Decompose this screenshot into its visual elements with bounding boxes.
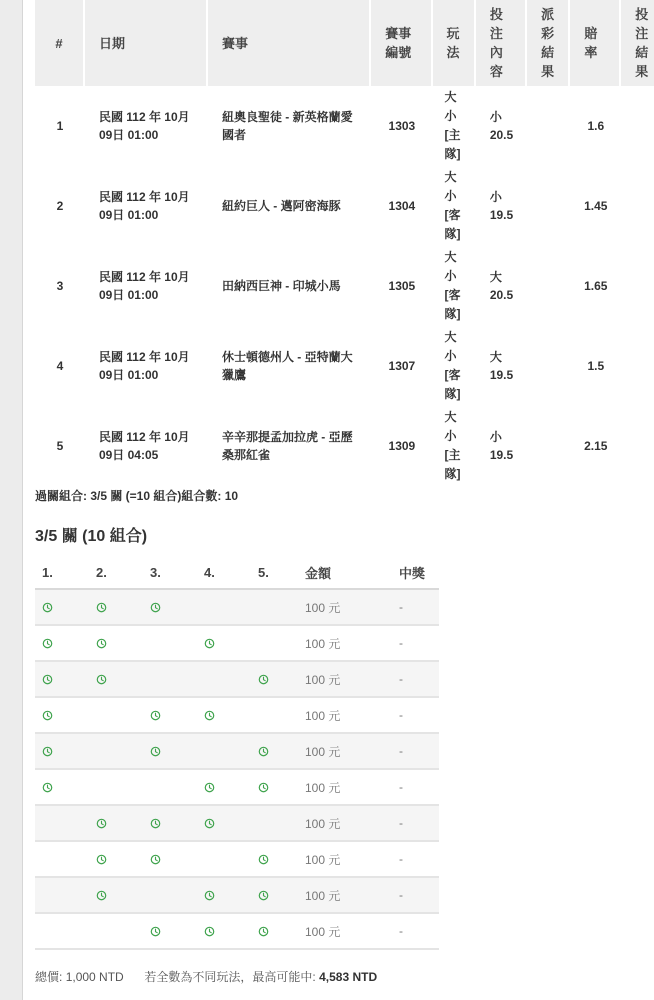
bet-odds: 1.6 — [587, 119, 605, 133]
combo-leg-4 — [197, 625, 251, 661]
combo-amount: 100 元 — [305, 913, 399, 949]
combo-leg-5 — [251, 841, 305, 877]
combo-leg-3 — [143, 589, 197, 625]
bet-content: 大 19.5 — [489, 350, 514, 382]
bet-index: 3 — [56, 279, 64, 293]
combo-win: - — [399, 661, 439, 697]
combo-leg-1 — [35, 661, 89, 697]
clock-icon — [258, 746, 269, 757]
combo-win: - — [399, 697, 439, 733]
combo-row — [35, 769, 439, 805]
combo-leg-1 — [35, 913, 89, 949]
bet-match: 紐奧良聖徒 - 新英格蘭愛 國者 — [221, 110, 353, 142]
combo-col-win: 中獎 — [399, 556, 439, 589]
clock-icon — [258, 674, 269, 685]
bet-odds: 1.5 — [587, 359, 605, 373]
col-match-no: 賽事 編號 — [371, 0, 432, 86]
bet-match: 紐約巨人 - 邁阿密海豚 — [221, 199, 341, 213]
combo-leg-5 — [251, 913, 305, 949]
total-label: 總價: — [35, 970, 63, 984]
combo-row — [35, 661, 439, 697]
combo-leg-3 — [143, 697, 197, 733]
bet-match-no: 1307 — [388, 359, 416, 373]
combo-leg-5 — [251, 697, 305, 733]
combo-leg-2 — [89, 733, 143, 769]
clock-icon — [96, 890, 107, 901]
clock-icon — [258, 854, 269, 865]
combo-row — [35, 733, 439, 769]
combo-row — [35, 877, 439, 913]
bet-final-result — [621, 166, 654, 246]
bet-final-result — [621, 406, 654, 486]
combo-col-2: 2. — [89, 556, 143, 589]
col-date: 日期 — [85, 0, 208, 86]
clock-icon — [204, 710, 215, 721]
col-hash: # — [35, 0, 85, 86]
table-row — [35, 326, 654, 406]
combo-amount: 100 元 — [305, 769, 399, 805]
combo-leg-3 — [143, 733, 197, 769]
clock-icon — [204, 890, 215, 901]
combo-leg-3 — [143, 769, 197, 805]
combo-row — [35, 805, 439, 841]
combo-row — [35, 589, 439, 625]
combo-win: - — [399, 877, 439, 913]
footer-summary — [35, 968, 377, 985]
combo-leg-1 — [35, 805, 89, 841]
combo-leg-5 — [251, 769, 305, 805]
combo-leg-4 — [197, 697, 251, 733]
clock-icon — [96, 674, 107, 685]
combo-row — [35, 841, 439, 877]
clock-icon — [150, 746, 161, 757]
clock-icon — [42, 674, 53, 685]
combo-leg-2 — [89, 625, 143, 661]
combo-leg-4 — [197, 589, 251, 625]
clock-icon — [150, 854, 161, 865]
combo-leg-5 — [251, 733, 305, 769]
table-row — [35, 166, 654, 246]
clock-icon — [150, 926, 161, 937]
combo-leg-2 — [89, 589, 143, 625]
combo-leg-3 — [143, 913, 197, 949]
combo-leg-5 — [251, 805, 305, 841]
bet-content: 小 20.5 — [489, 110, 514, 142]
combo-leg-3 — [143, 661, 197, 697]
max-label: 若全數為不同玩法，最高可能中: — [144, 970, 316, 984]
combo-amount: 100 元 — [305, 877, 399, 913]
bet-final-result — [621, 326, 654, 406]
combo-title: 3/5 關 (10 組合) — [35, 528, 148, 545]
bet-odds: 1.45 — [584, 199, 608, 213]
combo-table — [35, 556, 439, 950]
combo-row — [35, 697, 439, 733]
bet-match: 田納西巨神 - 印城小馬 — [221, 279, 341, 293]
col-bet-result: 投 注 結 果 — [621, 0, 654, 86]
combo-leg-1 — [35, 769, 89, 805]
bet-table-header — [35, 0, 654, 86]
combo-amount: 100 元 — [305, 697, 399, 733]
bet-final-result — [621, 86, 654, 166]
col-content: 投 注 內 容 — [476, 0, 527, 86]
clock-icon — [42, 746, 53, 757]
bet-index: 5 — [56, 439, 64, 453]
combo-leg-4 — [197, 877, 251, 913]
combo-win: - — [399, 841, 439, 877]
combo-leg-2 — [89, 661, 143, 697]
bet-match-no: 1303 — [388, 119, 416, 133]
combo-amount: 100 元 — [305, 805, 399, 841]
clock-icon — [42, 710, 53, 721]
clock-icon — [42, 602, 53, 613]
combo-col-amount: 金額 — [305, 556, 399, 589]
max-value: 4,583 NTD — [319, 970, 378, 984]
combo-leg-1 — [35, 877, 89, 913]
total-value: 1,000 NTD — [65, 970, 124, 984]
combo-col-3: 3. — [143, 556, 197, 589]
combo-leg-2 — [89, 805, 143, 841]
combo-summary: 過關組合: 3/5 關 (=10 組合)組合數: 10 — [35, 489, 239, 503]
combo-leg-3 — [143, 841, 197, 877]
combo-leg-4 — [197, 913, 251, 949]
col-play: 玩 法 — [433, 0, 476, 86]
bet-table — [35, 0, 654, 486]
bet-result — [527, 406, 570, 486]
bet-match: 辛辛那提孟加拉虎 - 亞歷 桑那紅雀 — [221, 430, 353, 462]
bet-odds: 2.15 — [584, 439, 608, 453]
combo-row — [35, 625, 439, 661]
combo-win: - — [399, 769, 439, 805]
clock-icon — [150, 818, 161, 829]
clock-icon — [258, 782, 269, 793]
combo-win: - — [399, 913, 439, 949]
col-result: 派 彩 結 果 — [527, 0, 570, 86]
clock-icon — [96, 602, 107, 613]
table-row — [35, 86, 654, 166]
bet-date: 民國 112 年 10月 09日 01:00 — [98, 270, 190, 302]
combo-leg-5 — [251, 661, 305, 697]
clock-icon — [96, 638, 107, 649]
col-match: 賽事 — [208, 0, 371, 86]
combo-leg-1 — [35, 697, 89, 733]
bet-content: 小 19.5 — [489, 190, 514, 222]
clock-icon — [258, 890, 269, 901]
bet-index: 2 — [56, 199, 64, 213]
clock-icon — [42, 782, 53, 793]
clock-icon — [150, 710, 161, 721]
combo-leg-4 — [197, 805, 251, 841]
combo-leg-4 — [197, 661, 251, 697]
combo-leg-2 — [89, 769, 143, 805]
bet-date: 民國 112 年 10月 09日 01:00 — [98, 110, 190, 142]
combo-win: - — [399, 805, 439, 841]
bet-index: 1 — [56, 119, 64, 133]
combo-leg-3 — [143, 805, 197, 841]
bet-match-no: 1309 — [388, 439, 416, 453]
combo-leg-1 — [35, 589, 89, 625]
combo-leg-3 — [143, 625, 197, 661]
clock-icon — [96, 854, 107, 865]
combo-col-5: 5. — [251, 556, 305, 589]
combo-win: - — [399, 589, 439, 625]
clock-icon — [258, 926, 269, 937]
bet-match-no: 1304 — [388, 199, 416, 213]
combo-table-header — [35, 556, 439, 589]
bet-date: 民國 112 年 10月 09日 01:00 — [98, 190, 190, 222]
bet-result — [527, 86, 570, 166]
combo-amount: 100 元 — [305, 661, 399, 697]
combo-leg-1 — [35, 625, 89, 661]
bet-result — [527, 326, 570, 406]
combo-leg-5 — [251, 877, 305, 913]
combo-leg-2 — [89, 697, 143, 733]
combo-amount: 100 元 — [305, 589, 399, 625]
combo-col-4: 4. — [197, 556, 251, 589]
clock-icon — [204, 926, 215, 937]
clock-icon — [204, 782, 215, 793]
bet-date: 民國 112 年 10月 09日 01:00 — [98, 350, 190, 382]
combo-leg-2 — [89, 841, 143, 877]
bet-index: 4 — [56, 359, 64, 373]
bet-date: 民國 112 年 10月 09日 04:05 — [98, 430, 190, 462]
combo-row — [35, 913, 439, 949]
bet-match: 休士頓德州人 - 亞特蘭大 獵鷹 — [221, 350, 353, 382]
table-row — [35, 406, 654, 486]
combo-leg-4 — [197, 733, 251, 769]
combo-leg-2 — [89, 877, 143, 913]
combo-leg-3 — [143, 877, 197, 913]
bet-result — [527, 166, 570, 246]
bet-result — [527, 246, 570, 326]
combo-col-1: 1. — [35, 556, 89, 589]
bet-play: 大 小 [客 隊] — [444, 330, 461, 401]
combo-leg-5 — [251, 589, 305, 625]
clock-icon — [42, 638, 53, 649]
col-odds: 賠 率 — [570, 0, 621, 86]
combo-amount: 100 元 — [305, 841, 399, 877]
clock-icon — [96, 818, 107, 829]
bet-play: 大 小 [客 隊] — [444, 250, 461, 321]
bet-odds: 1.65 — [584, 279, 608, 293]
combo-leg-4 — [197, 841, 251, 877]
combo-leg-1 — [35, 841, 89, 877]
bet-detail-panel — [22, 0, 654, 1000]
bet-content: 小 19.5 — [489, 430, 514, 462]
combo-amount: 100 元 — [305, 733, 399, 769]
bet-play: 大 小 [主 隊] — [444, 410, 461, 481]
bet-play: 大 小 [客 隊] — [444, 170, 461, 241]
clock-icon — [150, 602, 161, 613]
bet-match-no: 1305 — [388, 279, 416, 293]
clock-icon — [204, 818, 215, 829]
combo-win: - — [399, 625, 439, 661]
combo-win: - — [399, 733, 439, 769]
table-row — [35, 246, 654, 326]
bet-content: 大 20.5 — [489, 270, 514, 302]
combo-leg-4 — [197, 769, 251, 805]
combo-leg-2 — [89, 913, 143, 949]
combo-leg-5 — [251, 625, 305, 661]
clock-icon — [204, 638, 215, 649]
combo-leg-1 — [35, 733, 89, 769]
bet-final-result — [621, 246, 654, 326]
bet-play: 大 小 [主 隊] — [444, 90, 461, 161]
combo-amount: 100 元 — [305, 625, 399, 661]
